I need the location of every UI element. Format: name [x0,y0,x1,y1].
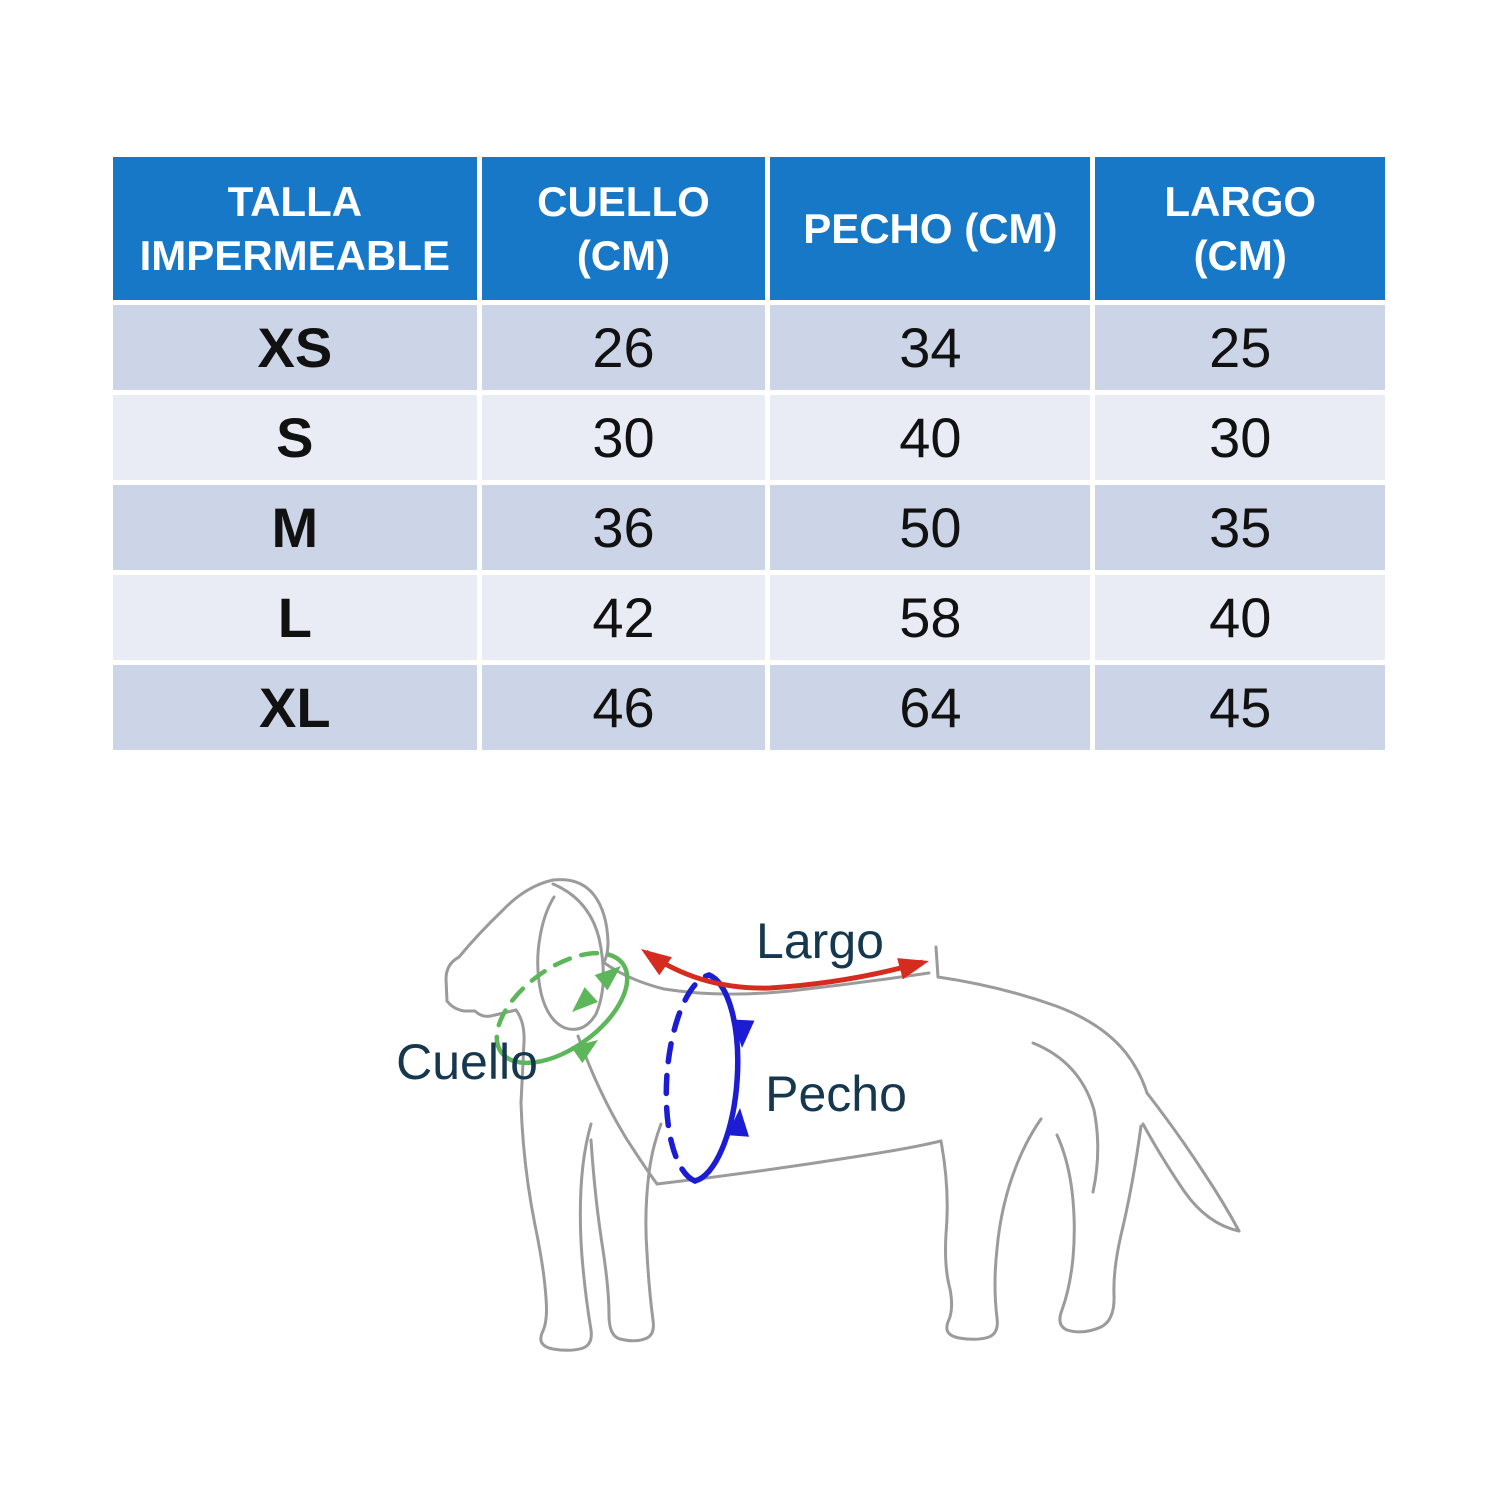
dog-front-leg-near [521,1103,591,1350]
largo-arrowhead-left-icon [635,940,672,975]
dog-rump-line [938,977,1147,1093]
header-line: CUELLO [537,177,710,225]
header-line: LARGO [1164,177,1317,225]
header-line: (CM) [1193,231,1287,279]
cell-cuello-m: 36 [482,485,766,570]
cell-size-l: L [113,575,477,660]
cell-pecho-xs: 34 [770,305,1090,390]
header-line: TALLA [227,177,363,225]
dog-haunch-line [1033,1043,1098,1192]
cell-largo-l: 40 [1095,575,1385,660]
label-pecho: Pecho [765,1066,907,1122]
cell-cuello-xs: 26 [482,305,766,390]
header-line: PECHO (CM) [803,204,1058,252]
pecho-measure-ellipse [666,975,754,1181]
cell-size-xl: XL [113,665,477,750]
label-largo: Largo [756,913,884,969]
cell-cuello-xl: 46 [482,665,766,750]
cell-pecho-xl: 64 [770,665,1090,750]
cell-largo-m: 35 [1095,485,1385,570]
header-line: IMPERMEABLE [139,231,450,279]
cell-largo-xl: 45 [1095,665,1385,750]
pecho-arc-solid [695,975,738,1181]
cell-size-m: M [113,485,477,570]
cell-pecho-l: 58 [770,575,1090,660]
cell-size-xs: XS [113,305,477,390]
dog-head-outline [446,880,608,1001]
cell-size-s: S [113,395,477,480]
header-line: (CM) [576,231,671,279]
cell-cuello-l: 42 [482,575,766,660]
dog-back-tick [936,947,938,977]
label-cuello: Cuello [396,1034,538,1090]
cell-largo-xs: 25 [1095,305,1385,390]
dog-rear-leg-near [941,1119,1041,1339]
dog-front-leg-far [591,1124,661,1341]
cell-pecho-m: 50 [770,485,1090,570]
cell-pecho-s: 40 [770,395,1090,480]
cell-cuello-s: 30 [482,395,766,480]
pecho-arc-dashed [666,975,709,1181]
dog-tail-bottom [1143,1124,1239,1231]
dog-shoulder-line [578,1036,657,1184]
cuello-arrowhead-icon [565,987,598,1019]
cell-largo-s: 30 [1095,395,1385,480]
dog-tail-top [1147,1093,1239,1231]
